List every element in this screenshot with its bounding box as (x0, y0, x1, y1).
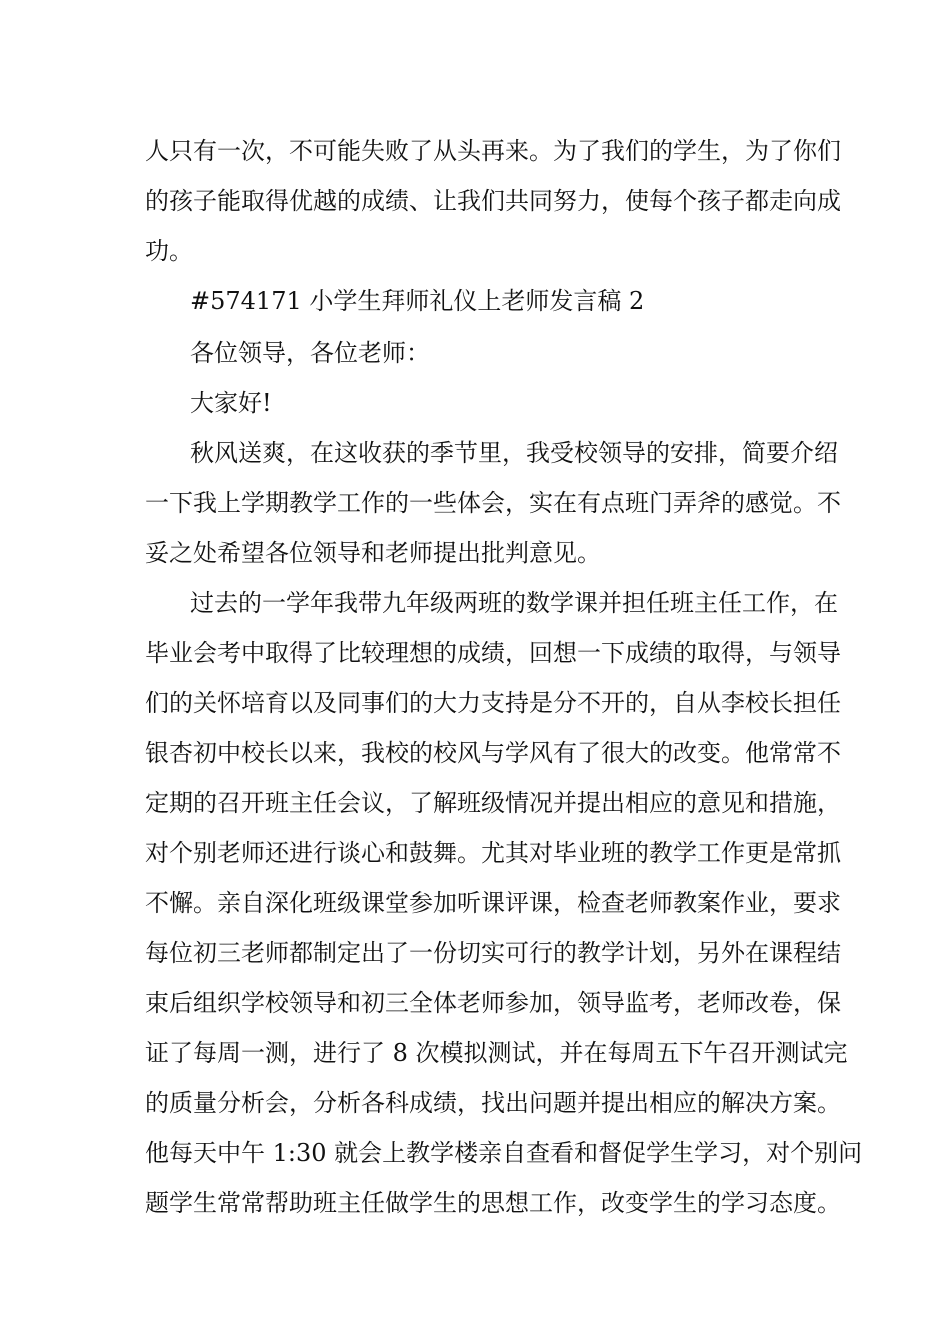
text-line: 证了每周一测，进行了 8 次模拟测试，并在每周五下午召开测试完 (145, 1039, 848, 1067)
text-line: 人只有一次，不可能失败了从头再来。为了我们的学生，为了你们 (145, 137, 841, 165)
text-line: 的孩子能取得优越的成绩、让我们共同努力，使每个孩子都走向成 (145, 187, 841, 215)
text-line: 对个别老师还进行谈心和鼓舞。尤其对毕业班的教学工作更是常抓 (145, 839, 841, 867)
salutation: 各位领导，各位老师： (190, 339, 430, 367)
text-line: 不懈。亲自深化班级课堂参加听课评课，检查老师教案作业，要求 (145, 889, 841, 917)
greeting: 大家好! (190, 389, 272, 417)
text-line: 毕业会考中取得了比较理想的成绩，回想一下成绩的取得，与领导 (145, 639, 841, 667)
text-line: 束后组织学校领导和初三全体老师参加，领导监考，老师改卷，保 (145, 989, 841, 1017)
text-line: 他每天中午 1:30 就会上教学楼亲自查看和督促学生学习，对个别问 (145, 1139, 863, 1167)
text-line: 题学生常常帮助班主任做学生的思想工作，改变学生的学习态度。 (145, 1189, 841, 1217)
text-line: 定期的召开班主任会议，了解班级情况并提出相应的意见和措施， (145, 789, 841, 817)
text-line: 们的关怀培育以及同事们的大力支持是分不开的，自从李校长担任 (145, 689, 841, 717)
text-line: 的质量分析会，分析各科成绩，找出问题并提出相应的解决方案。 (145, 1089, 841, 1117)
text-line: 功。 (145, 237, 193, 265)
text-line: 每位初三老师都制定出了一份切实可行的教学计划，另外在课程结 (145, 939, 841, 967)
section-heading: #574171 小学生拜师礼仪上老师发言稿 2 (190, 287, 645, 315)
text-line: 一下我上学期教学工作的一些体会，实在有点班门弄斧的感觉。不 (145, 489, 841, 517)
text-line: 秋风送爽，在这收获的季节里，我受校领导的安排，简要介绍 (190, 439, 838, 467)
text-line: 过去的一学年我带九年级两班的数学课并担任班主任工作，在 (190, 589, 838, 617)
text-line: 银杏初中校长以来，我校的校风与学风有了很大的改变。他常常不 (145, 739, 841, 767)
text-line: 妥之处希望各位领导和老师提出批判意见。 (145, 539, 601, 567)
